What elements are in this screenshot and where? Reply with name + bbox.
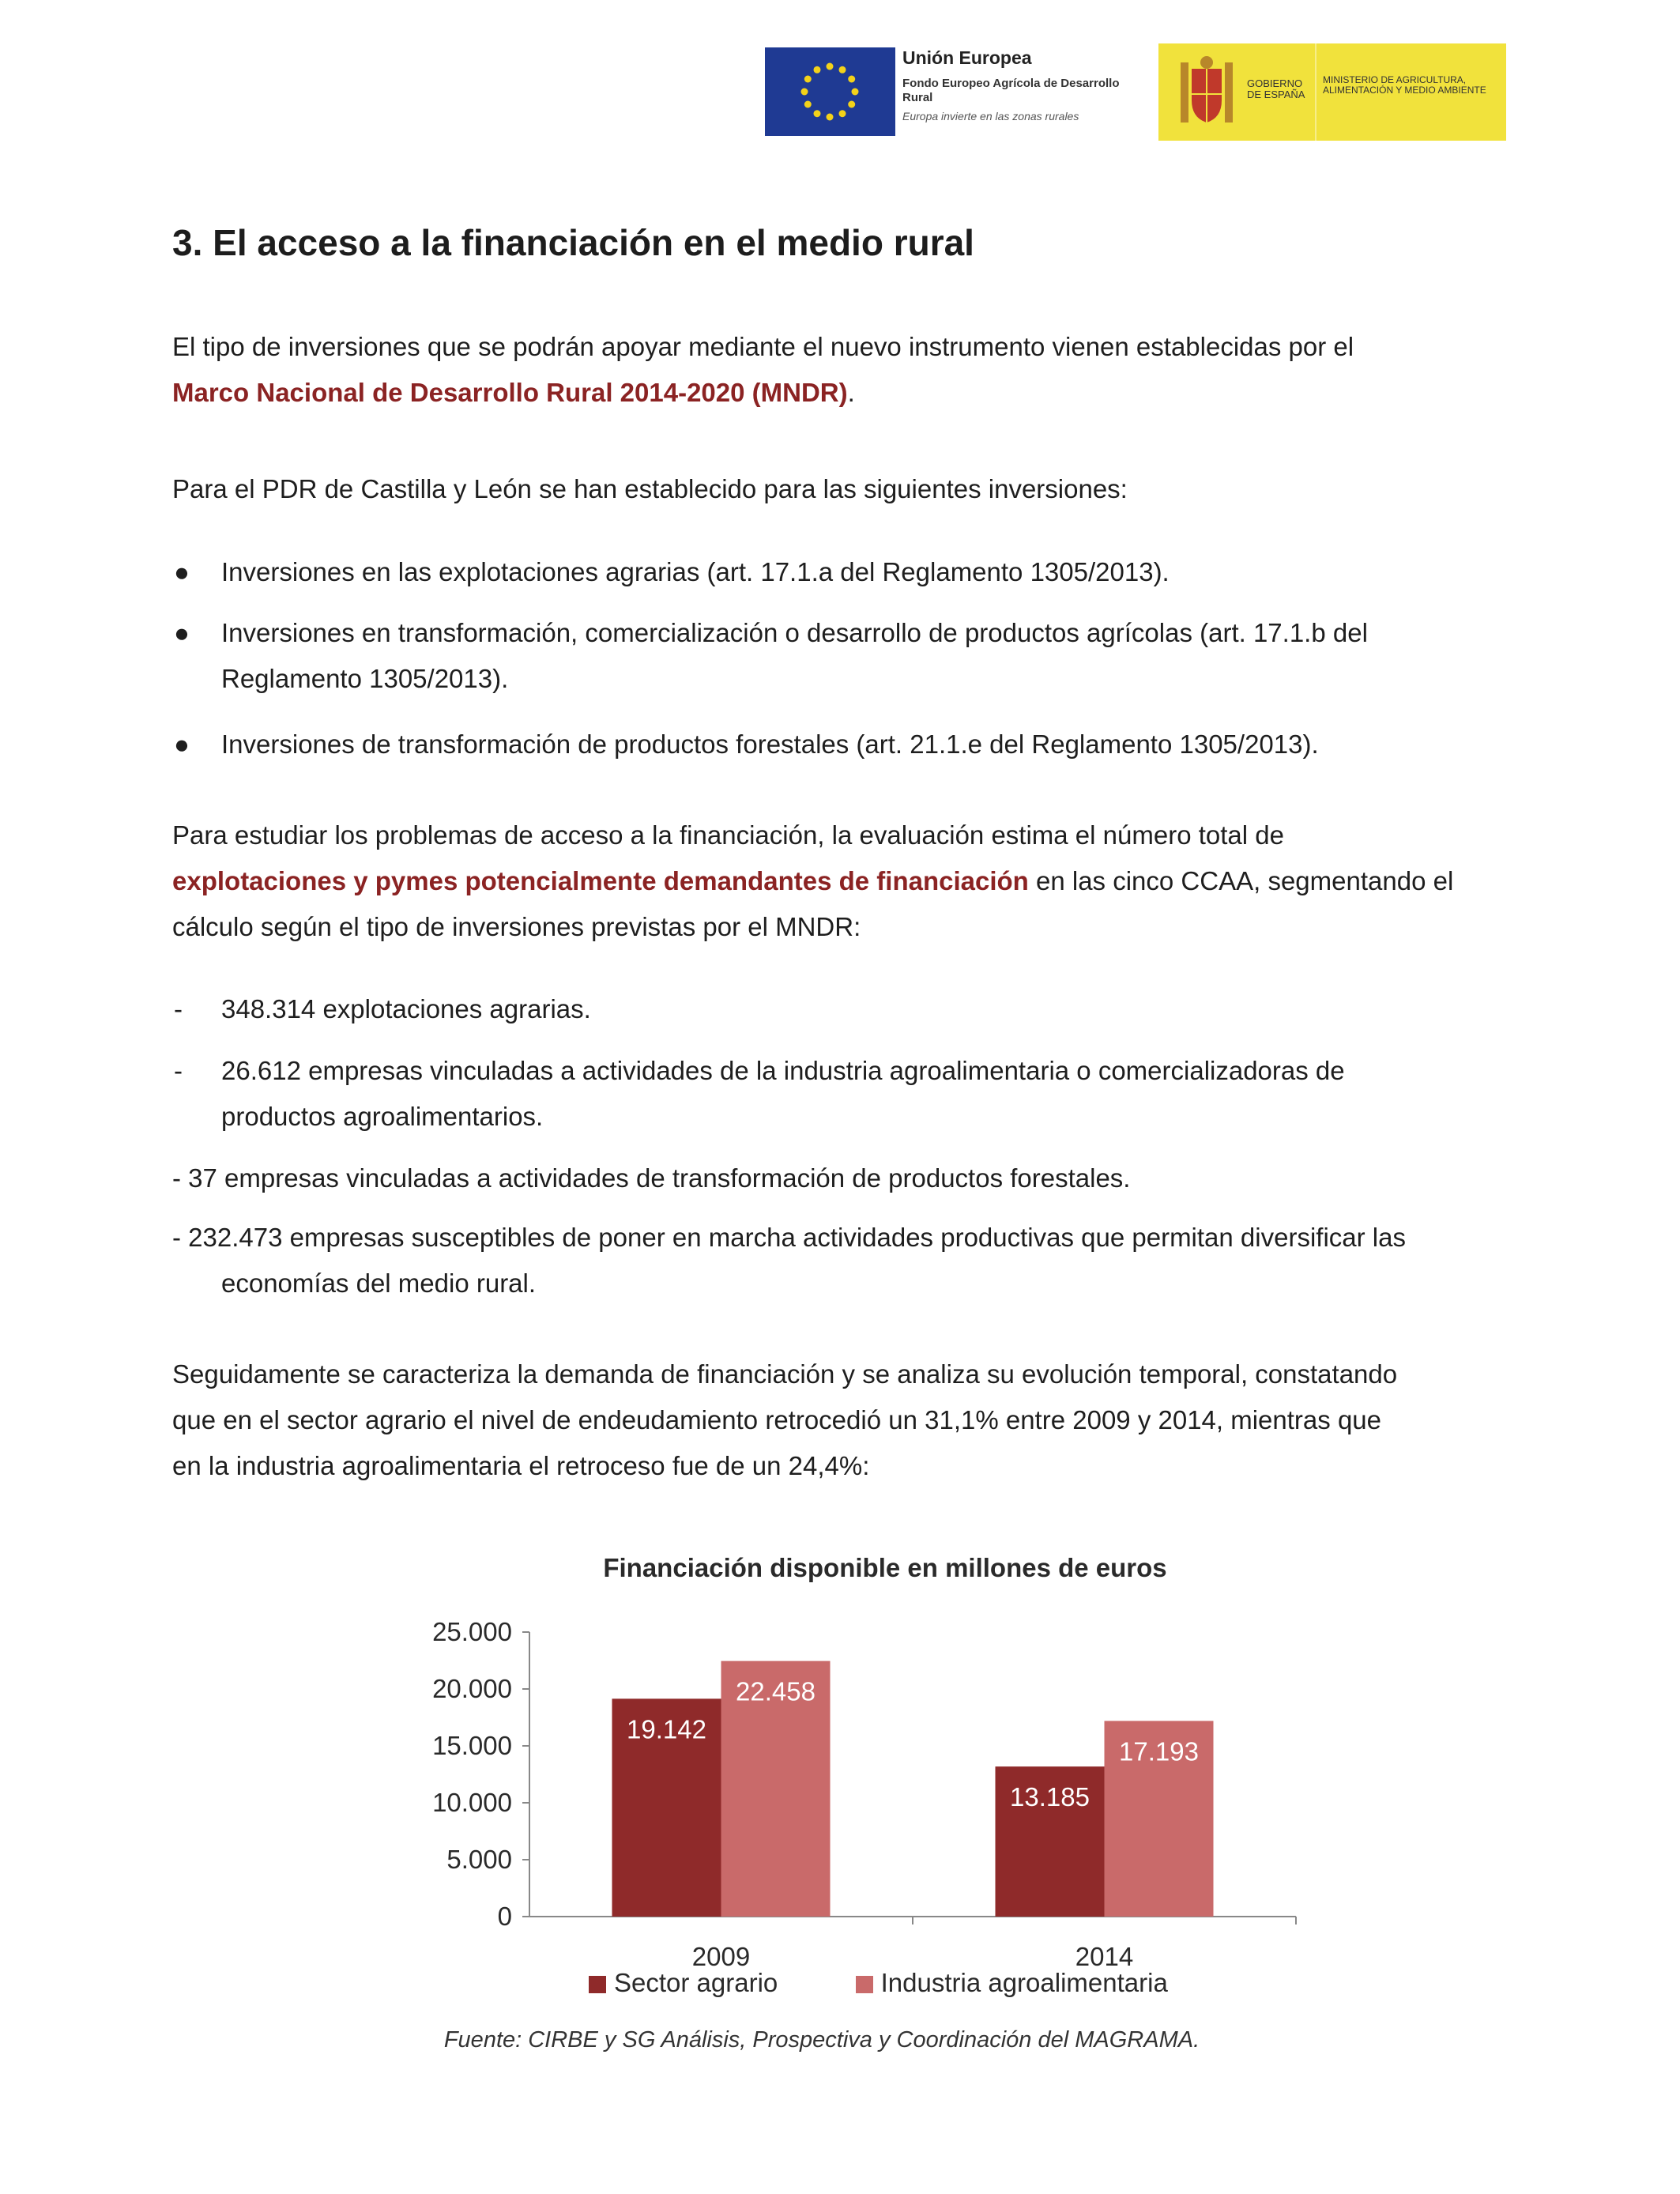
study-line-1: Para estudiar los problemas de acceso a la financiación, la evaluación estima el número total de <box>172 820 1284 850</box>
intro-end: . <box>847 378 855 407</box>
y-tick-label: 25.000 <box>432 1617 512 1646</box>
y-tick-label: 15.000 <box>432 1731 512 1760</box>
dash-item: - 232.473 empresas susceptibles de poner en marcha actividades productivas que permitan diversificar las <box>172 1223 1406 1252</box>
conclusion-paragraph <box>172 1351 1516 1489</box>
bullet-dot: ● <box>174 557 190 586</box>
dash-item: 348.314 explotaciones agrarias. <box>221 994 591 1023</box>
bullet-dot: ● <box>174 618 190 647</box>
bullet-item: Inversiones de transformación de productos forestales (art. 21.1.e del Reglamento 1305/2013). <box>221 729 1319 759</box>
x-tick-label: 2014 <box>1075 1942 1134 1971</box>
spain-coat-of-arms-icon <box>1174 55 1239 130</box>
dash-item: - 37 empresas vinculadas a actividades de transformación de productos forestales. <box>172 1163 1131 1193</box>
eu-flag-logo <box>765 47 895 136</box>
study-line-3: cálculo según el tipo de inversiones previstas por el MNDR: <box>172 912 861 941</box>
conclusion-line: que en el sector agrario el nivel de endeudamiento retrocedió un 31,1% entre 2009 y 2014, mientras que <box>172 1405 1382 1434</box>
chart-title: Financiación disponible en millones de euros <box>603 1553 1167 1582</box>
data-label: 22.458 <box>736 1676 816 1706</box>
eu-stars-icon <box>765 47 895 136</box>
y-tick-label: 20.000 <box>432 1674 512 1703</box>
pdr-paragraph: Para el PDR de Castilla y León se han establecido para las siguientes inversiones: <box>172 474 1128 503</box>
eu-fund-name: Fondo Europeo Agrícola de Desarrollo Rural <box>902 77 1120 104</box>
bullet-item-continued: Reglamento 1305/2013). <box>221 664 509 693</box>
dash-item: 26.612 empresas vinculadas a actividades de la industria agroalimentaria o comercializadoras de <box>221 1056 1345 1085</box>
gobierno-label: GOBIERNO DE ESPAÑA <box>1247 77 1305 100</box>
eu-title: Unión Europea <box>902 47 1032 68</box>
x-tick-label: 2009 <box>691 1942 751 1971</box>
y-tick-label: 10.000 <box>432 1788 512 1817</box>
study-highlight: explotaciones y pymes potencialmente demandantes de financiación <box>172 866 1029 895</box>
bullet-item: Inversiones en transformación, comercialización o desarrollo de productos agrícolas (art. 17.1.b del <box>221 618 1368 647</box>
y-tick-label: 5.000 <box>446 1845 512 1874</box>
bullet-dot: ● <box>174 729 190 759</box>
dash-mark: - <box>174 994 183 1023</box>
intro-paragraph <box>172 324 1516 416</box>
chart-source: Fuente: CIRBE y SG Análisis, Prospectiva y Coordinación del MAGRAMA. <box>443 2027 1200 2053</box>
dash-mark: - <box>174 1056 183 1085</box>
y-tick-label: 0 <box>497 1902 512 1931</box>
mndr-reference: Marco Nacional de Desarrollo Rural 2014-2020 (MNDR) <box>172 378 848 407</box>
ministerio-label: MINISTERIO DE AGRICULTURA, ALIMENTACIÓN Y MEDIO AMBIENTE <box>1323 74 1486 96</box>
dash-item-continued: economías del medio rural. <box>221 1269 537 1298</box>
conclusion-line: en la industria agroalimentaria el retroceso fue de un 24,4%: <box>172 1451 870 1480</box>
logo-divider <box>1315 43 1317 141</box>
study-paragraph <box>172 812 1516 950</box>
data-label: 19.142 <box>627 1714 706 1744</box>
eu-text-block <box>902 47 1139 123</box>
gobierno-logo <box>1158 43 1506 141</box>
legend-swatch-sector-agrario <box>589 1976 606 1993</box>
dash-item-continued: productos agroalimentarios. <box>221 1102 544 1131</box>
eu-tagline: Europa invierte en las zonas rurales <box>902 110 1079 123</box>
data-label: 13.185 <box>1010 1782 1090 1812</box>
bullet-item: Inversiones en las explotaciones agrarias (art. 17.1.a del Reglamento 1305/2013). <box>221 557 1170 586</box>
chart-legend <box>589 1968 1168 1998</box>
legend-label: Sector agrario <box>614 1968 778 1997</box>
conclusion-line: Seguidamente se caracteriza la demanda de financiación y se analiza su evolución temporal, constatando <box>172 1359 1398 1389</box>
bar-chart <box>395 1541 1312 2031</box>
section-title: 3. El acceso a la financiación en el medio rural <box>172 222 974 263</box>
legend-swatch-industria <box>856 1976 873 1993</box>
legend-label: Industria agroalimentaria <box>880 1968 1168 1997</box>
intro-text: El tipo de inversiones que se podrán apoyar mediante el nuevo instrumento vienen establecidas por el <box>172 332 1354 361</box>
data-label: 17.193 <box>1119 1736 1199 1766</box>
study-line-2: en las cinco CCAA, segmentando el <box>1028 866 1454 895</box>
